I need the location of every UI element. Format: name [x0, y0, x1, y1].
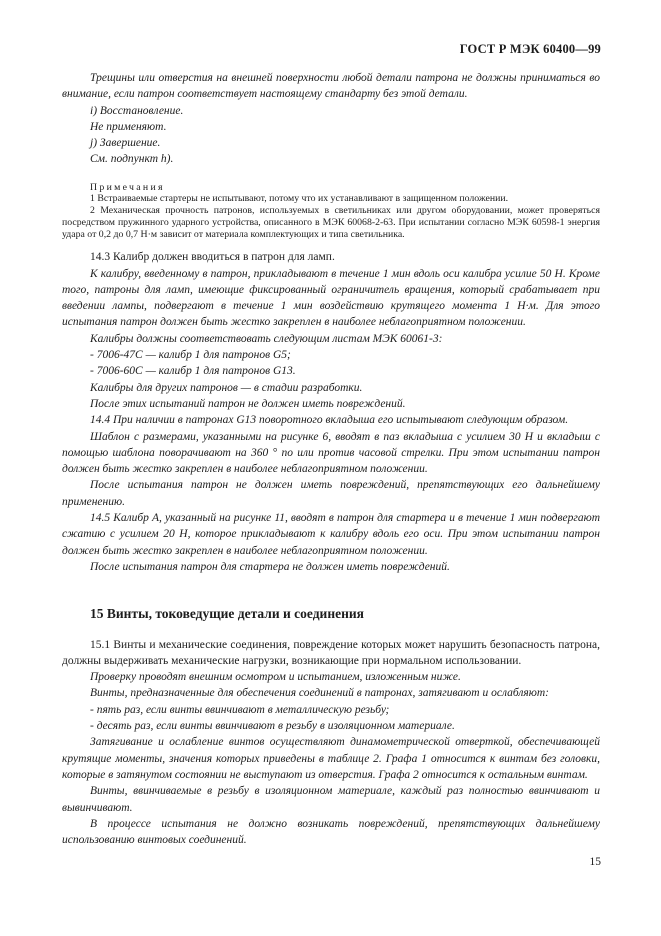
clause-15-1-p5: Винты, ввинчиваемые в резьбу в изоляционном материале, каждый раз полностью ввинчивают и вывинчивают. [62, 785, 600, 814]
page-body [62, 70, 600, 848]
clause-14-3-list-item: - 7006-60С — калибр 1 для патронов G13. [90, 365, 296, 378]
page-number: 15 [589, 856, 601, 868]
notes-block [62, 182, 600, 241]
clause-15-1: 15.1 Винты и механические соединения, повреждение которых может нарушить безопасность патрона, должны выдерживать механические нагрузки, возникающие при нормальном использовании. [62, 638, 600, 667]
clause-15-1-p6: В процессе испытания не должно возникать повреждений, препятствующих дальнейшему использованию винтовых соединений. [62, 817, 600, 847]
clause-14-3-list-item: - 7006-47С — калибр 1 для патронов G5; [90, 349, 291, 362]
clause-14-3-p4: После этих испытаний патрон не должен иметь повреждений. [90, 397, 406, 410]
note-1: 1 Встраиваемые стартеры не испытывают, потому что их устанавливают в защищенном положении. [90, 193, 509, 205]
notes-heading: Примечания [90, 181, 165, 193]
clause-14-3-p3: Калибры для других патронов — в стадии разработки. [90, 381, 363, 394]
note-2: 2 Механическая прочность патронов, используемых в светильниках или другом оборудовании, может проверяться посредством пружинного ударного устройства, описанного в МЭК 60068-2-63. При испытании согласно МЭК 60598-1 энергия удара от 0,2 до 0,7 Н·м зависит от материала комплектующих и типа светильника. [62, 205, 600, 240]
item-i-text: Не применяют. [90, 120, 167, 133]
item-j-text: См. подпункт h). [90, 153, 174, 166]
intro-paragraph: Трещины или отверстия на внешней поверхности любой детали патрона не должны приниматься во внимание, если патрон соответствует настоящему стандарту без этой детали. [62, 72, 600, 101]
clause-15-1-list-item: - десять раз, если винты ввинчивают в резьбу в изоляционном материале. [90, 720, 455, 733]
clause-14-4-p2: После испытания патрон не должен иметь повреждений, препятствующих его дальнейшему применению. [62, 479, 600, 508]
clause-14-3-p2: Калибры должны соответствовать следующим листам МЭК 60061-3: [90, 332, 443, 345]
item-i-label: i) Восстановление. [90, 104, 184, 117]
section-15-heading: 15 Винты, токоведущие детали и соединения [90, 606, 364, 622]
clause-15-1-p4: Затягивание и ослабление винтов осуществляют динамометрической отверткой, обеспечивающей крутящие моменты, значения которых приведены в таблице 2. Графа 1 относится к винтам без головки, которые в затянутом состоянии не выступают из отверстия. Графа 2 относится к остальным винтам. [62, 736, 600, 781]
clause-14-4-title: 14.4 При наличии в патронах G13 поворотного вкладыша его испытывают следующим образом. [90, 414, 569, 427]
clause-14-5-p2: После испытания патрон для стартера не должен иметь повреждений. [90, 560, 450, 573]
clause-14-5-p1: 14.5 Калибр А, указанный на рисунке 11, вводят в патрон для стартера и в течение 1 мин подвергают сжатию с усилием 20 Н, которое прикладывают к калибру вдоль его оси. При этом испытании патрон должен быть жестко закреплен в наиболее неблагоприятном положении. [62, 512, 600, 557]
clause-15-1-list-item: - пять раз, если винты ввинчивают в металлическую резьбу; [90, 703, 390, 716]
clause-14-3-title: 14.3 Калибр должен вводиться в патрон для ламп. [90, 251, 335, 264]
clause-14-4-p1: Шаблон с размерами, указанными на рисунке 6, вводят в паз вкладыша с усилием 30 Н и вкладыш с помощью шаблона поворачивают на 360 ° по или против часовой стрелки. При этом испытании патрон должен быть жестко закреплен в наиболее неблагоприятном положении. [62, 430, 600, 476]
clause-15-1-p2: Проверку проводят внешним осмотром и испытанием, изложенным ниже. [90, 671, 461, 684]
item-j-label: j) Завершение. [90, 137, 161, 150]
clause-14-3-p1: К калибру, введенному в патрон, прикладывают в течение 1 мин вдоль оси калибра усилие 50 Н. Кроме того, патроны для ламп, имеющие фиксированный ограничитель вращения, который срабатывает при введении лампы, подвергают в течение 1 мин воздействию крутящего момента 1 Н·м. Для этого испытания патрон должен быть жестко закреплен в наиболее неблагоприятном положении. [62, 267, 600, 329]
clause-15-1-p3: Винты, предназначенные для обеспечения соединений в патронах, затягивают и ослабляют: [90, 687, 549, 700]
standard-header: ГОСТ Р МЭК 60400—99 [459, 42, 601, 56]
